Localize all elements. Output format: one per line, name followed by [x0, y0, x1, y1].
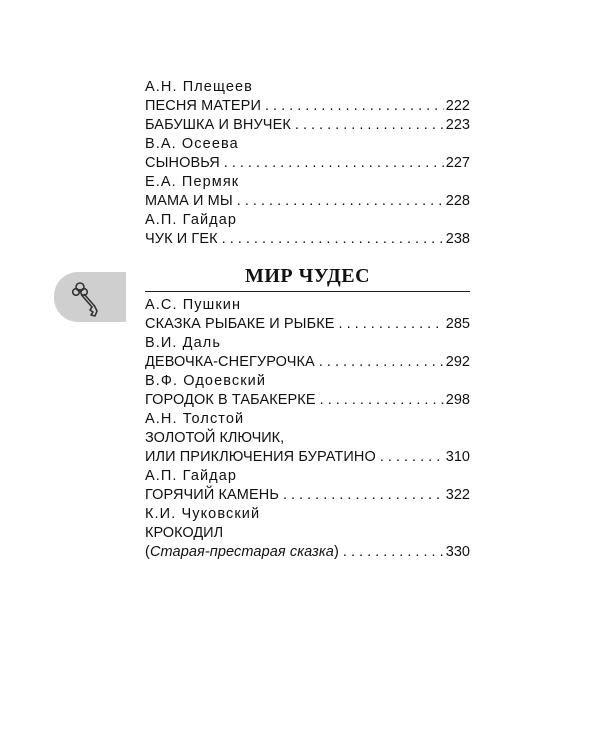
toc-item-title: ДЕВОЧКА-СНЕГУРОЧКА — [145, 354, 315, 370]
toc-entry — [145, 334, 470, 372]
toc-group-1 — [145, 78, 470, 249]
dot-leader — [295, 116, 444, 135]
dot-leader — [224, 154, 444, 173]
author-name: А.С. Пушкин — [145, 297, 242, 313]
dot-leader — [319, 353, 444, 372]
toc-entry — [145, 78, 470, 135]
toc-item[interactable] — [145, 230, 470, 249]
toc-item-page: 310 — [445, 449, 470, 465]
toc-item-page: 228 — [445, 193, 470, 209]
toc-entry — [145, 467, 470, 505]
toc-item-title: ИЛИ ПРИКЛЮЧЕНИЯ БУРАТИНО — [145, 449, 376, 465]
toc-entry — [145, 372, 470, 410]
section-title: МИР ЧУДЕС — [244, 265, 371, 287]
toc-item-page: 298 — [445, 392, 470, 408]
toc-item-title: СКАЗКА РЫБАКЕ И РЫБКЕ — [145, 316, 335, 332]
dot-leader — [320, 391, 444, 410]
toc-item-title-line[interactable]: КРОКОДИЛ — [145, 525, 224, 541]
toc-item[interactable] — [145, 391, 470, 410]
author-name: Е.А. Пермяк — [145, 174, 240, 190]
key-icon — [66, 276, 110, 320]
toc-entry — [145, 505, 470, 562]
toc-item-title: СЫНОВЬЯ — [145, 155, 220, 171]
toc-item-page: 227 — [445, 155, 470, 171]
toc-item-title: МАМА И МЫ — [145, 193, 233, 209]
toc-item-title: БАБУШКА И ВНУЧЕК — [145, 117, 291, 133]
dot-leader — [222, 230, 444, 249]
toc-item-page: 292 — [445, 354, 470, 370]
paren-close: ) — [333, 544, 339, 560]
toc-item-page: 285 — [445, 316, 470, 332]
table-of-contents — [145, 78, 470, 562]
toc-item[interactable] — [145, 448, 470, 467]
dot-leader — [237, 192, 444, 211]
toc-item[interactable] — [145, 315, 470, 334]
toc-item[interactable] — [145, 543, 470, 562]
toc-entry — [145, 211, 470, 249]
toc-item-page: 222 — [445, 98, 470, 114]
toc-entry — [145, 410, 470, 467]
toc-item[interactable] — [145, 353, 470, 372]
toc-item-title: ЧУК И ГЕК — [145, 231, 218, 247]
author-name: В.А. Осеева — [145, 136, 239, 152]
toc-item-title: ГОРОДОК В ТАБАКЕРКЕ — [145, 392, 316, 408]
author-name: А.Н. Плещеев — [145, 79, 253, 95]
paren-open: ( — [145, 544, 150, 560]
toc-item[interactable] — [145, 154, 470, 173]
toc-item-title: ПЕСНЯ МАТЕРИ — [145, 98, 261, 114]
author-name: А.П. Гайдар — [145, 212, 238, 228]
subtitle-text: Старая-престарая сказка — [149, 544, 334, 560]
toc-entry — [145, 296, 470, 334]
dot-leader — [339, 315, 444, 334]
toc-item-title-line[interactable]: ЗОЛОТОЙ КЛЮЧИК, — [145, 430, 285, 446]
toc-item[interactable] — [145, 116, 470, 135]
toc-item[interactable] — [145, 486, 470, 505]
dot-leader — [343, 543, 444, 562]
toc-item-subtitle — [145, 543, 339, 562]
section-divider — [145, 291, 470, 292]
toc-group-2 — [145, 296, 470, 562]
toc-entry — [145, 173, 470, 211]
dot-leader — [265, 97, 444, 116]
toc-item-page: 238 — [445, 231, 470, 247]
toc-item[interactable] — [145, 192, 470, 211]
author-name: А.П. Гайдар — [145, 468, 238, 484]
toc-item-page: 223 — [445, 117, 470, 133]
toc-item[interactable] — [145, 97, 470, 116]
author-name: В.И. Даль — [145, 335, 221, 351]
dot-leader — [380, 448, 444, 467]
author-name: А.Н. Толстой — [145, 411, 245, 427]
toc-item-page: 322 — [445, 487, 470, 503]
author-name: К.И. Чуковский — [145, 506, 261, 522]
toc-item-title: ГОРЯЧИЙ КАМЕНЬ — [145, 487, 279, 503]
author-name: В.Ф. Одоевский — [145, 373, 267, 389]
toc-entry — [145, 135, 470, 173]
dot-leader — [283, 486, 444, 505]
toc-item-page: 330 — [445, 544, 470, 560]
